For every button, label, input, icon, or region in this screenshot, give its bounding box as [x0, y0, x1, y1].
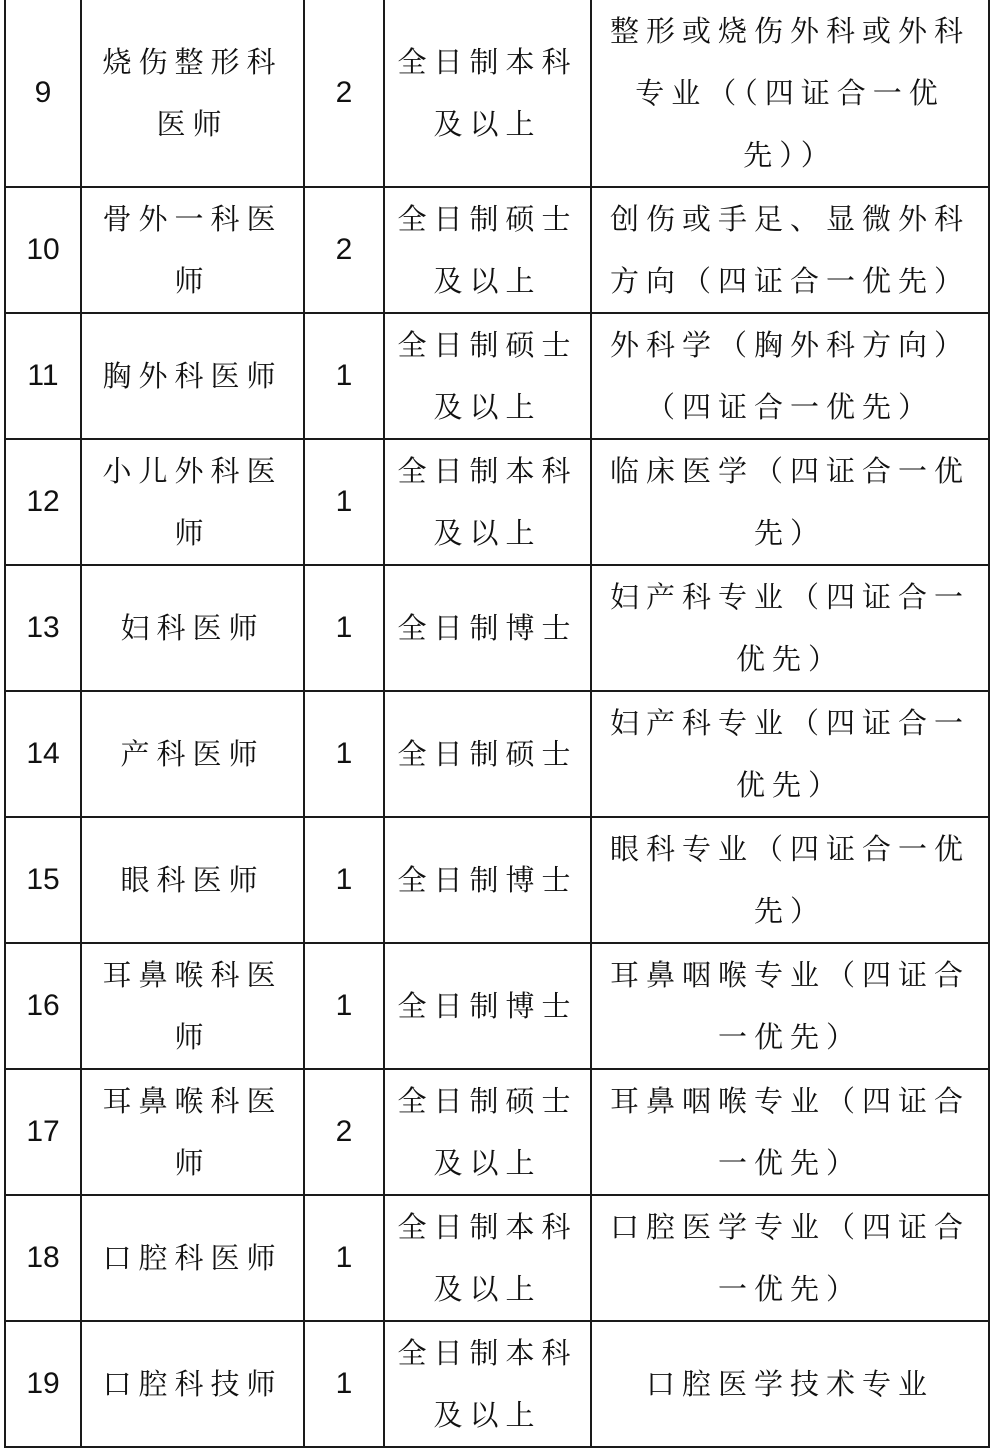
table-row — [5, 187, 989, 313]
education-requirement: 全日制本科及以上 — [384, 1195, 591, 1321]
table-row — [5, 817, 989, 943]
education-requirement: 全日制硕士及以上 — [384, 187, 591, 313]
table-row — [5, 0, 989, 187]
education-requirement: 全日制博士 — [384, 943, 591, 1069]
major-requirement: 整形或烧伤外科或外科专业（（四证合一优先）） — [591, 0, 989, 187]
table-row — [5, 313, 989, 439]
row-number: 19 — [5, 1321, 81, 1447]
position-name: 小儿外科医师 — [81, 439, 304, 565]
position-name: 眼科医师 — [81, 817, 304, 943]
table-row — [5, 1321, 989, 1447]
major-requirement: 耳鼻咽喉专业（四证合一优先） — [591, 1069, 989, 1195]
table-row — [5, 439, 989, 565]
major-requirement: 口腔医学专业（四证合一优先） — [591, 1195, 989, 1321]
hire-count: 1 — [304, 943, 384, 1069]
table-row — [5, 1195, 989, 1321]
position-name: 胸外科医师 — [81, 313, 304, 439]
education-requirement: 全日制博士 — [384, 817, 591, 943]
row-number: 15 — [5, 817, 81, 943]
major-requirement: 妇产科专业（四证合一优先） — [591, 691, 989, 817]
education-requirement: 全日制本科及以上 — [384, 1321, 591, 1447]
major-requirement: 外科学（胸外科方向）（四证合一优先） — [591, 313, 989, 439]
row-number: 9 — [5, 0, 81, 187]
hire-count: 2 — [304, 187, 384, 313]
major-requirement: 创伤或手足、显微外科方向（四证合一优先） — [591, 187, 989, 313]
major-requirement: 口腔医学技术专业 — [591, 1321, 989, 1447]
position-name: 产科医师 — [81, 691, 304, 817]
position-name: 烧伤整形科医师 — [81, 0, 304, 187]
hire-count: 1 — [304, 565, 384, 691]
education-requirement: 全日制硕士及以上 — [384, 1069, 591, 1195]
position-name: 口腔科技师 — [81, 1321, 304, 1447]
major-requirement: 妇产科专业（四证合一优先） — [591, 565, 989, 691]
row-number: 13 — [5, 565, 81, 691]
education-requirement: 全日制硕士 — [384, 691, 591, 817]
hire-count: 2 — [304, 0, 384, 187]
table-row — [5, 943, 989, 1069]
major-requirement: 耳鼻咽喉专业（四证合一优先） — [591, 943, 989, 1069]
hire-count: 1 — [304, 313, 384, 439]
position-name: 耳鼻喉科医师 — [81, 943, 304, 1069]
major-requirement: 临床医学（四证合一优先） — [591, 439, 989, 565]
row-number: 12 — [5, 439, 81, 565]
recruitment-table — [4, 0, 990, 1448]
education-requirement: 全日制本科及以上 — [384, 0, 591, 187]
education-requirement: 全日制本科及以上 — [384, 439, 591, 565]
hire-count: 1 — [304, 691, 384, 817]
position-name: 妇科医师 — [81, 565, 304, 691]
hire-count: 2 — [304, 1069, 384, 1195]
hire-count: 1 — [304, 1195, 384, 1321]
education-requirement: 全日制硕士及以上 — [384, 313, 591, 439]
position-name: 耳鼻喉科医师 — [81, 1069, 304, 1195]
table-row — [5, 1069, 989, 1195]
table-row — [5, 691, 989, 817]
position-name: 口腔科医师 — [81, 1195, 304, 1321]
major-requirement: 眼科专业（四证合一优先） — [591, 817, 989, 943]
table-row — [5, 565, 989, 691]
hire-count: 1 — [304, 817, 384, 943]
hire-count: 1 — [304, 1321, 384, 1447]
row-number: 10 — [5, 187, 81, 313]
row-number: 17 — [5, 1069, 81, 1195]
education-requirement: 全日制博士 — [384, 565, 591, 691]
row-number: 18 — [5, 1195, 81, 1321]
row-number: 14 — [5, 691, 81, 817]
position-name: 骨外一科医师 — [81, 187, 304, 313]
hire-count: 1 — [304, 439, 384, 565]
row-number: 16 — [5, 943, 81, 1069]
row-number: 11 — [5, 313, 81, 439]
